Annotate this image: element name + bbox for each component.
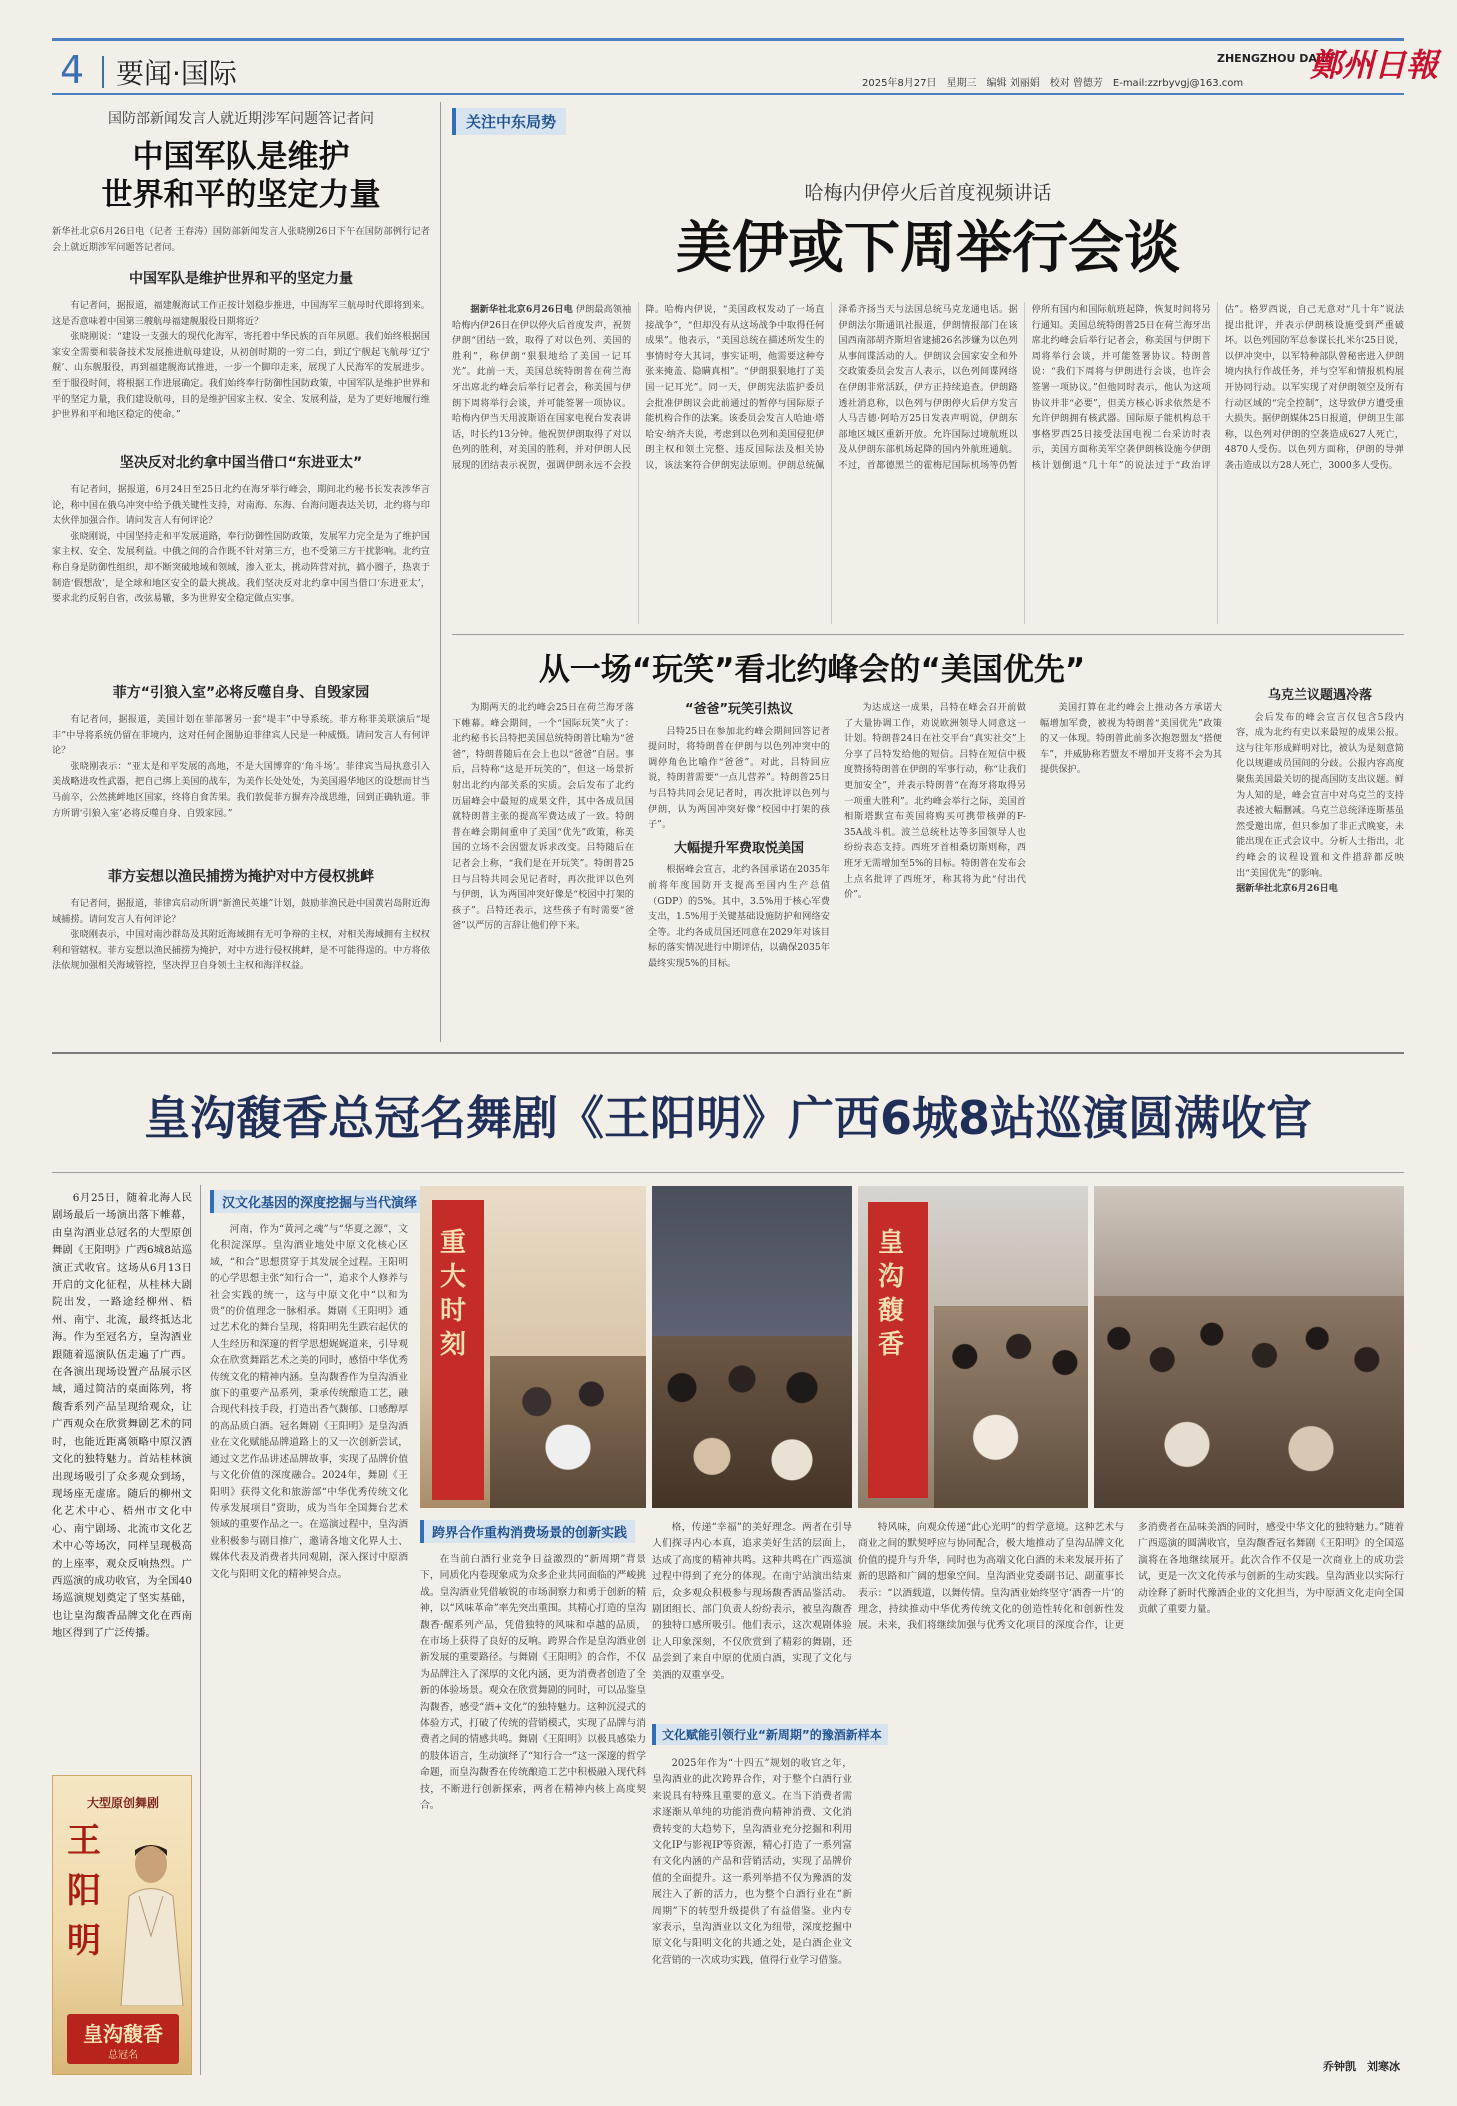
masthead (52, 38, 1439, 94)
mideast-kicker: 哈梅内伊停火后首度视频讲话 (804, 182, 1052, 204)
left-body1: 有记者问，据报道，福建舰海试工作正按计划稳步推进，中国海军三航母时代即将到来。这是否意味着中国第三艘航母福建舰服役日期将近？ 张晓刚说：“建设一支强大的现代化海军，寄托着中华民族的百年夙愿。我们始终根据国家安全需要和装备技术发展推进航母建设，从初创时期的一穷二白，到辽宁舰起飞航母‘辽宁舰’、山东舰服役，再到福建舰海试推进，一步一个脚印走来，展现了人民海军的发展进步。至于服役时间，将根据工作进展确定。我们始终奉行防御性国防政策，中国军队是维护世界和平的坚定力量，我们建设航母，目的是维护国家主权、安全、发展利益，是为了更好地履行维护世界和平和地区稳定的使命。” (52, 300, 430, 421)
page-number: 4 (60, 48, 85, 92)
left-headline-line2: 世界和平的坚定力量 (101, 177, 381, 213)
nato-col5: 乌克兰议题遇冷落 会后发布的峰会宣言仅包含5段内容，成为北约有史以来最短的成果公报。这与往年形成鲜明对比，被认为是刻意简化以规避成员国间的分歧。公报内容高度聚焦美国最关切的提高国防支出议题。鲜为人知的是，峰会宣言中对乌克兰的支持表述被大幅删减。乌克兰总统泽连斯基虽然受邀出席，但只参加了非正式晚宴，未能出现在正式会议中。分析人士指出，北约峰会的议程设置和文件措辞都反映出“美国优先”的影响。 据新华社北京6月26日电 (1236, 648, 1404, 1036)
nato-col2: “爸爸”玩笑引热议 吕特25日在参加北约峰会期间回答记者提问时，将特朗普在伊朗与以色列冲突中的调停角色比喻作“爸爸”。对此，吕特回应说，特朗普需要“一点儿营养”。特朗普25日与吕特共同会见记者时，再次批评以色列与伊朗，认为两国冲突好像“校园中打架的孩子”。 大幅提升军费取悦美国 根据峰会宣言，北约各国承诺在2035年前将年度国防开支提高至国内生产总值（GDP）的5%。其中，3.5%用于核心军费支出，1.5%用于关键基础设施防护和网络安全等。北约各成员国还同意在2029年对该目标的落实情况进行中期评估，以确保2035年最终实现5%的目标。 (648, 702, 830, 969)
left-body3: 有记者问，据报道，美国计划在菲部署另一套“堤丰”中导系统。菲方称菲美联演后“堤丰”中导将系统仍留在菲境内，这对任何企图胁迫菲律宾人民是一种威慑。请问发言人有何评论？ 张晓刚表示：“亚太是和平发展的高地，不是大国博弈的‘角斗场’。菲律宾当局执意引入美战略进攻性武器，把自己绑上美国的战车，为美作长处处处，为美国遏华地区的设想而甘当马前卒，公然挑衅地区国家，终将自食苦果。我们敦促菲方摒弃冷战思维，回到正确轨道。菲方所谓‘引狼入室’必将反噬自身、自毁家园。” (52, 714, 430, 819)
nato-sub1: “爸爸”玩笑引热议 (684, 702, 794, 717)
left-sub4: 菲方妄想以渔民捕捞为掩护对中方侵权挑衅 (108, 869, 374, 885)
photo-signing-scene (420, 1186, 646, 1508)
culture-intro: 6月25日，随着北海人民剧场最后一场演出落下帷幕，由皇沟酒业总冠名的大型原创舞剧《王阳明》广西6城8站巡演正式收官。这场从6月13日开启的文化征程，从桂林大剧院出发，一路途经柳州、梧州、南宁、北流，最终抵达北海。作为至冠名方，皇沟酒业跟随着巡演队伍走遍了广西。在各演出现场设置产品展示区域，通过简洁的桌面陈列，将馥香系列产品呈现给观众，让广西观众在欣赏舞剧艺术的同时，也能近距离领略中原汉酒文化的独特魅力。首站桂林演出现场吸引了众多观众到场，现场座无虚席。随后的柳州文化艺术中心、梧州市文化中心、南宁剧场、北流市文化艺术中心等场次，同样呈现极高的上座率，观众反响热烈。广西巡演的成功收官，为全国40场巡演规划奠定了坚实基础，也让皇沟馥香品牌文化在西南地区得到了广泛传播。 (52, 1192, 192, 1640)
photo-crowd-hall (1094, 1186, 1404, 1508)
culture-body5: 特风味，向观众传递“此心光明”的哲学意境。这种艺术与商业之间的默契呼应与协同配合，极大地推动了皇沟品牌文化价值的提升与升华，同时也为高端文化白酒的未来发展开拓了新的思路和广阔的想象空间。皇沟酒业党委副书记、副董事长表示：“以酒载道，以舞传情。皇沟酒业始终坚守‘酒香一片’的理念，持续推动中华优秀传统文化的创造性转化和创新性发展。未来，我们将继续加强与优秀文化项目的深度合作，让更多消费者在品味美酒的同时，感受中华文化的独特魅力。”随着广西巡演的圆满收官，皇沟馥香冠名舞剧《王阳明》的全国巡演将在各地继续展开。此次合作不仅是一次商业上的成功尝试，更是一次文化传承与创新的生动实践。皇沟酒业以实际行动诠释了新时代豫酒企业的文化担当，为中原酒文化走向全国贡献了重要力量。 (858, 1522, 1404, 1632)
nato-col1: 为期两天的北约峰会25日在荷兰海牙落下帷幕。峰会期间，一个“国际玩笑”火了：北约秘书长吕特把美国总统特朗普比喻为“爸爸”，特朗普随后在会上也以“爸爸”自居。事后，吕特称“这是开玩笑的”，但这一场景折射出北约内部关系的实质。会后发布了北约历届峰会中最短的成果文件，其中各成员国就特朗普主张的提高军费达成了一致。特朗普在峰会期间重申了美国“优先”政策，称美国的立场不会因盟友诉求改变。吕特随后在记者会上称，“我们是在开玩笑”。特朗普25日与吕特共同会见记者时，再次批评以色列与伊朗，认为两国冲突好像是“校园中打架的孩子”。吕特还表示，这些孩子有时需要“爸爸”以严厉的言辞让他们停下来。 (452, 702, 634, 932)
photo-product-display (858, 1186, 1088, 1508)
mideast-body-text: 伊朗最高领袖哈梅内伊26日在伊以停火后首度发声，祝贺伊朗“团结一致，取得了对以色列、美国的胜利”，称伊朗“狠狠地给了美国一记耳光”。此前一天，美国总统特朗普在荷兰海牙出席北约峰会后举行记者会，称美国与伊朗下周将举行会谈，并可能签署一项协议。哈梅内伊当天用波斯语在国家电视台发表讲话，时长约13分钟。他祝贺伊朗取得了对以色列的胜利，对美国的胜利，并对伊朗人民展现的团结表示祝贺，强调伊朗永远不会投降。哈梅内伊说，“美国政权发动了一场直接战争”，“但却没有从这场战争中取得任何成果”。他表示，“美国总统在描述所发生的事情时夸大其词，事实证明，他需要这种夸张来掩盖、隐瞒真相”。“伊朗狠狠地打了美国一记耳光”。同一天，伊朗宪法监护委员会批准伊朗议会此前通过的暂停与国际原子能机构合作的法案。该委员会发言人哈迪·塔哈安·纳齐夫说，考虑到以色列和美国侵犯伊朗主权和领土完整、违反国际法及相关协议，该法案符合伊朗宪法原则。伊朗总统佩泽希齐扬当天与法国总统马克龙通电话。据伊朗法尔斯通讯社报道，伊朗情报部门在该国西南部胡齐斯坦省逮捕26名涉嫌为以色列从事间谍活动的人。伊朗议会国家安全和外交政策委员会发言人表示，以色列间谍网络在伊朗非常活跃，伊方正持续追查。伊朗路透社消息称，以色列与伊朗停火后伊方发言人马吉德·阿哈万25日发表声明说，伊朗东部地区城区重新开放。允许国际过境航班以及从伊朗东部机场起降的国内外航班通航。不过，首都德黑兰的霍梅尼国际机场等仍暂停所有国内和国际航班起降，恢复时间将另行通知。美国总统特朗普25日在荷兰海牙出席北约峰会后举行记者会，称美国与伊朗下周将举行会谈，并可能签署协议。特朗普说：“我们下周将与伊朗进行会谈，也许会签署一项协议。”但他同时表示，他认为这项协议并非“必要”，但美方核心诉求依然是不允许伊朗拥有核武器。国际原子能机构总干事格罗西25日接受法国电视二台采访时表示，美国方面称美军空袭伊朗核设施今伊朗核计划倒退“几十年”的说法过于“政治评估”。格罗西说，自己无意对“几十年”说法提出批评，并表示伊朗核设施受到严重破坏。以色列国防军总参谋长扎米尔25日说，以伊冲突中，以军特种部队曾秘密进入伊朗境内执行作战任务，并与空军和情报机构展开协同行动。以军实现了对伊朗领空及所有行动区域的“完全控制”，这导致伊方遭受重大损失。据伊朗媒体25日报道，伊朗卫生部称，以色列对伊朗的空袭造成627人死亡，4870人受伤。以色列方面称，伊朗的导弹袭击造成以方28人死亡，3000多人受伤。 (452, 304, 1404, 471)
photo-display-banner-text: 皇沟馥香 (878, 1228, 905, 1360)
left-dateline: 新华社北京6月26日电（记者 王春涛）国防部新闻发言人张晓刚26日下午在国防部例行记者会上就近期涉军问题答记者问。 (52, 226, 430, 253)
culture-body2: 在当前白酒行业竞争日益激烈的“新周期”背景下，同质化内卷现象成为众多企业共同面临的严峻挑战。皇沟酒业凭借敏锐的市场洞察力和勇于创新的精神，以“风味革命”率先突出重围。其精心打造的皇沟馥香·醒系列产品，凭借独特的风味和卓越的品质，在市场上获得了良好的反响。跨界合作是皇沟酒业创新发展的重要路径。与舞剧《王阳明》的合作，不仅为品牌注入了深厚的文化内涵，更为消费者创造了全新的体验场景。观众在欣赏舞剧的同时，可以品鉴皇沟馥香，感受“酒+文化”的独特魅力。这种沉浸式的体验方式，打破了传统的营销模式，实现了品牌与消费者之间的情感共鸣。舞剧《王阳明》以极具感染力的肢体语言，生动演绎了“知行合一”这一深邃的哲学命题，而皇沟馥香在传统酿造工艺中积极融入现代科技，不断进行创新探索，两者在精神内核上高度契合。 (420, 1554, 646, 1812)
culture-body1: 河南，作为“黄河之魂”与“华夏之源”，文化积淀深厚。皇沟酒业地处中原文化核心区域，“和合”思想贯穿于其发展全过程。王阳明的心学思想主张“知行合一”，追求个人修养与社会实践的统一，这与中原文化中“以和为贵”的价值理念一脉相承。舞剧《王阳明》通过艺术化的舞台呈现，将阳明先生跌宕起伏的人生经历和深邃的哲学思想娓娓道来，引导观众在欣赏舞蹈艺术之美的同时，感悟中华优秀传统文化的精神内涵。皇沟馥香作为皇沟酒业旗下的重要产品系列，秉承传统酿造工艺，融合现代科技手段，打造出香气馥郁、口感醇厚的高品质白酒。冠名舞剧《王阳明》是皇沟酒业在文化赋能品牌道路上的又一次创新尝试，通过文艺作品讲述品牌故事，实现了品牌价值与文化价值的深度融合。2024年，舞剧《王阳明》获得文化和旅游部“中华优秀传统文化传承发展项目”资助，成为当年全国舞台艺术领域的重要作品之一。在巡演过程中，皇沟酒业积极参与剧目推广，邀请各地文化界人士、媒体代表及消费者共同观剧，深入探讨中原酒文化与阳明文化的精神契合点。 (210, 1224, 408, 1580)
photo-audience (652, 1186, 852, 1508)
culture-byline: 乔钟凯 刘寒冰 (1323, 2060, 1400, 2073)
poster-brand-box (67, 2014, 179, 2064)
culture-body4: 2025年作为“十四五”规划的收官之年，皇沟酒业的此次跨界合作，对于整个白酒行业来说具有特殊且重要的意义。在当下消费者需求逐渐从单纯的功能消费向精神消费、文化消费转变的大趋势下，皇沟酒业充分挖掘和利用文化IP与影视IP等资源，精心打造了一系列富有文化内涵的产品和营销活动，实现了品牌价值的全面提升。这一系列举措不仅为豫酒的发展注入了新的活力，也为整个白酒行业在“新周期”下的转型升级提供了有益借鉴。业内专家表示，皇沟酒业以文化为纽带，深度挖掘中原文化与阳明文化的共通之处，是白酒企业文化营销的一次成功实践，值得行业学习借鉴。 (652, 1758, 852, 1966)
photo-crowd (490, 1356, 646, 1508)
banner-rule-bottom (52, 1172, 1404, 1173)
masthead-divider (102, 56, 104, 88)
left-story (52, 100, 430, 1045)
paper-logo: 鄭州日報 (1310, 46, 1439, 84)
left-body4: 有记者问，据报道，菲律宾启动所谓“新渔民英雄”计划，鼓励菲渔民赴中国黄岩岛附近海域捕捞。请问发言人有何评论？ 张晓刚表示，中国对南沙群岛及其附近海域拥有无可争辩的主权，对相关海域拥有主权权利和管辖权。菲方妄想以渔民捕捞为掩护，对中方进行侵权挑衅，是不可能得逞的。中方将依法依规加强相关海域管控，坚决捍卫自身领土主权和海洋权益。 (52, 898, 430, 972)
mideast-tag: 关注中东局势 (452, 108, 566, 135)
date-line: 2025年8月27日 星期三 编辑 刘丽娟 校对 曾德芳 E-mail:zzrbyvgj@163.com (862, 78, 1244, 89)
poster-name: 王阳明 (67, 1821, 101, 1961)
left-kicker: 国防部新闻发言人就近期涉军问题答记者问 (108, 111, 374, 127)
nato-col3: 为达成这一成果，吕特在峰会召开前做了大量协调工作，劝说欧洲领导人同意这一计划。特朗普24日在社交平台“真实社交”上分享了吕特发给他的短信。吕特在短信中极度赞扬特朗普在伊朗的军事行动，称“让我们更加安全”，并表示特朗普“在海牙将取得另一项重大胜利”。北约峰会举行之际，美国首相斯塔默宣布英国将购买可携带核弹的F-35A战斗机。波兰总统杜达等多国领导人也纷纷表态支持。西班牙首相桑切斯则称，西班牙无需增加至5%的目标。特朗普在发布会上点名批评了西班牙，称其将为此“付出代价”。 (844, 702, 1026, 901)
culture-sub1: 汉文化基因的深度挖掘与当代演绎 (210, 1190, 425, 1213)
poster-wangyangming (52, 1775, 192, 2075)
paper-name-en: ZHENGZHOU DAILY (1217, 52, 1335, 65)
nato-sub3: 乌克兰议题遇冷落 (1267, 688, 1372, 703)
left-body2: 有记者问，据报道，6月24日至25日北约在海牙举行峰会，期间北约秘书长发表涉华言论，称中国在俄乌冲突中给予俄关键性支持，对南海、东海、台海问题表达关切，北约将与印太伙伴加强合作。请问发言人有何评论？ 张晓刚说，中国坚持走和平发展道路，奉行防御性国防政策，发展军力完全是为了维护国家主权、安全、发展利益。中俄之间的合作既不针对第三方，也不受第三方干扰影响。北约宣称自身是防御性组织，却不断突破地域和领域，渗入亚太，挑动阵营对抗，搞小圈子，热衷于制造‘假想敌’，是全球和地区安全的最大挑战。我们坚决反对北约拿中国当借口‘东进亚太’，要求北约反躬自省，改弦易辙，多为世界安全稳定做点实事。 (52, 484, 430, 605)
photo-banner-red-text: 重大时刻 (440, 1228, 467, 1360)
banner-rule-top (52, 1052, 1404, 1054)
mideast-body (452, 302, 1404, 624)
nato-sub2: 大幅提升军费取悦美国 (673, 840, 804, 856)
photo-crowd-hall-heads (1094, 1296, 1404, 1508)
column-divider-left (440, 102, 441, 1042)
masthead-rule-top (52, 38, 1404, 41)
mideast-dateline: 据新华社北京6月26日电 (470, 304, 573, 315)
nato-headline: 从一场“玩笑”看北约峰会的“美国优先” (538, 652, 1086, 688)
photo-display-people (934, 1306, 1088, 1508)
nato-credit: 据新华社北京6月26日电 (1236, 883, 1338, 895)
section-name: 要闻·国际 (116, 57, 237, 90)
poster-title: 大型原创舞剧 (86, 1796, 159, 1810)
left-sub1: 中国军队是维护世界和平的坚定力量 (129, 271, 353, 287)
column-divider-culture (200, 1185, 201, 2075)
poster-brand-sub: 总冠名 (108, 2050, 138, 2061)
poster-figure (111, 1836, 191, 2006)
photo-audience-heads (652, 1336, 852, 1508)
nato-col4: 美国打算在北约峰会上推动各方承诺大幅增加军费，被视为特朗普“美国优先”政策的又一体现。特朗普此前多次抱怨盟友“搭便车”，并威胁称若盟友不增加开支将不会为其提供保护。 (1040, 702, 1222, 776)
left-headline-line1: 中国军队是维护 (132, 139, 350, 175)
left-sub2: 坚决反对北约拿中国当借口“东进亚太” (119, 455, 363, 471)
culture-sub2: 跨界合作重构消费场景的创新实践 (420, 1520, 635, 1543)
culture-sub3: 文化赋能引领行业“新周期”的豫酒新样本 (652, 1724, 888, 1745)
poster-brand: 皇沟馥香 (83, 2022, 163, 2046)
mideast-headline: 美伊或下周举行会谈 (676, 216, 1180, 281)
left-sub3: 菲方“引狼入室”必将反噬自身、自毁家园 (112, 685, 370, 701)
culture-body3: 格，传递“幸福”的美好理念。两者在引导人们探寻内心本真，追求美好生活的层面上，达成了高度的精神共鸣。这种共鸣在广西巡演过程中得到了充分的体现。在南宁站演出结束后，众多观众积极参与现场馥香酒品鉴活动。剧团组长、部门负责人纷纷表示，被皇沟馥香的独特口感所吸引。他们表示，这次观剧体验让人印象深刻，不仅欣赏到了精彩的舞剧，还品尝到了来自中原的优质白酒，实现了文化与美酒的双重享受。 (652, 1522, 852, 1681)
row-divider-mideast (452, 634, 1404, 635)
masthead-rule-bottom (52, 93, 1404, 95)
banner-headline: 皇沟馥香总冠名舞剧《王阳明》广西6城8站巡演圆满收官 (143, 1091, 1312, 1145)
